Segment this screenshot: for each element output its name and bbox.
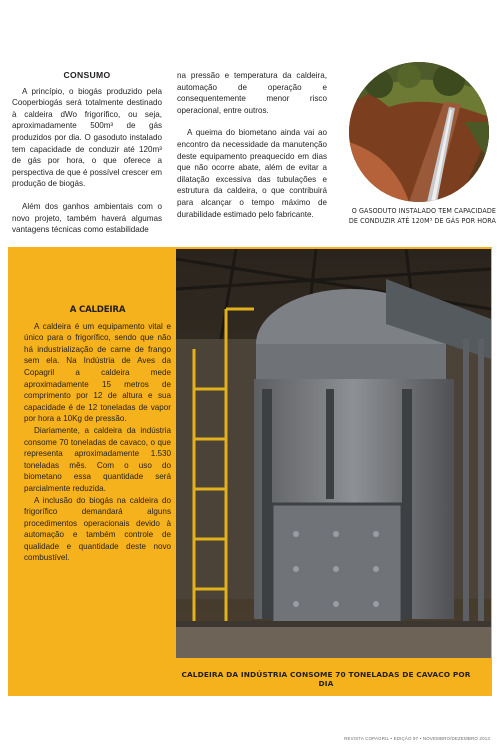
gas-pipeline-photo — [349, 62, 489, 202]
paragraph: A caldeira é um equipamento vital e único para o frigorífico, sendo que não há industrialização de carne de frango sem ela. Na Indústria de Aves da Copagril a caldeira mede aproximadamente 15 metros de comprimento por 12 de altura e sua capacidade é de 12 toneladas de vapor por hora a 10Kg de pressão. — [24, 321, 171, 424]
text-column-2 — [177, 70, 327, 220]
boiler-photo — [176, 249, 491, 658]
section-heading-caldeira: A CALDEIRA — [69, 305, 126, 315]
paragraph: A inclusão do biogás na caldeira do frigorífico demandará alguns procedimentos operacionais devido à automação e também controle de qualidade e quantidade deste novo combustível. — [24, 495, 171, 563]
caldeira-text-block — [24, 305, 171, 564]
pipeline-photo-caption — [340, 206, 496, 226]
paragraph: Além dos ganhos ambientais com o novo projeto, também haverá algumas vantagens técnicas como estabilidade — [12, 201, 162, 235]
boiler-illustration — [176, 249, 491, 658]
caption-line: O GASODUTO INSTALADO TEM CAPACIDADE — [351, 206, 496, 215]
paragraph: Diariamente, a caldeira da indústria consome 70 toneladas de cavaco, o que representa aproximadamente 1.530 toneladas mês. Com o uso do biometano essa quantidade será parcialmente reduzida. — [24, 425, 171, 493]
paragraph: na pressão e temperatura da caldeira, automação de operação e consequentemente menor risco operacional, entre outros. — [177, 71, 327, 115]
paragraph: A queima do biometano ainda vai ao encontro da necessidade da manutenção deste equipamento preaquecido em dias que não ocorre abate, além de evitar a dilatação excessiva das tubulações e estrutura da caldeira, o que contribuirá para alcançar o tempo máximo de durabilidade estimado pelo fabricante. — [177, 128, 327, 219]
caption-line: DE CONDUZIR ATÉ 120M³ DE GÁS POR HORA — [348, 216, 496, 225]
page-footer: REVISTA COPAGRIL • EDIÇÃO 97 • NOVEMBRO/DEZEMBRO 2013 — [344, 736, 490, 741]
paragraph: A princípio, o biogás produzido pela Cooperbiogás será totalmente destinado à caldeira dWo frigorífico, ou seja, aproximadamente 500m³ de gás produzidos por dia. O gasoduto instalado tem capacidade de conduzir até 120m³ de gás por hora, o que oferece a perspectiva de que é possível crescer em produção de biogás. — [12, 86, 162, 189]
boiler-photo-caption: CALDEIRA DA INDÚSTRIA CONSOME 70 TONELADAS DE CAVACO POR DIA — [181, 670, 471, 688]
pipeline-illustration — [349, 62, 489, 202]
text-column-1 — [12, 70, 162, 236]
section-heading-consumo: CONSUMO — [63, 70, 111, 80]
